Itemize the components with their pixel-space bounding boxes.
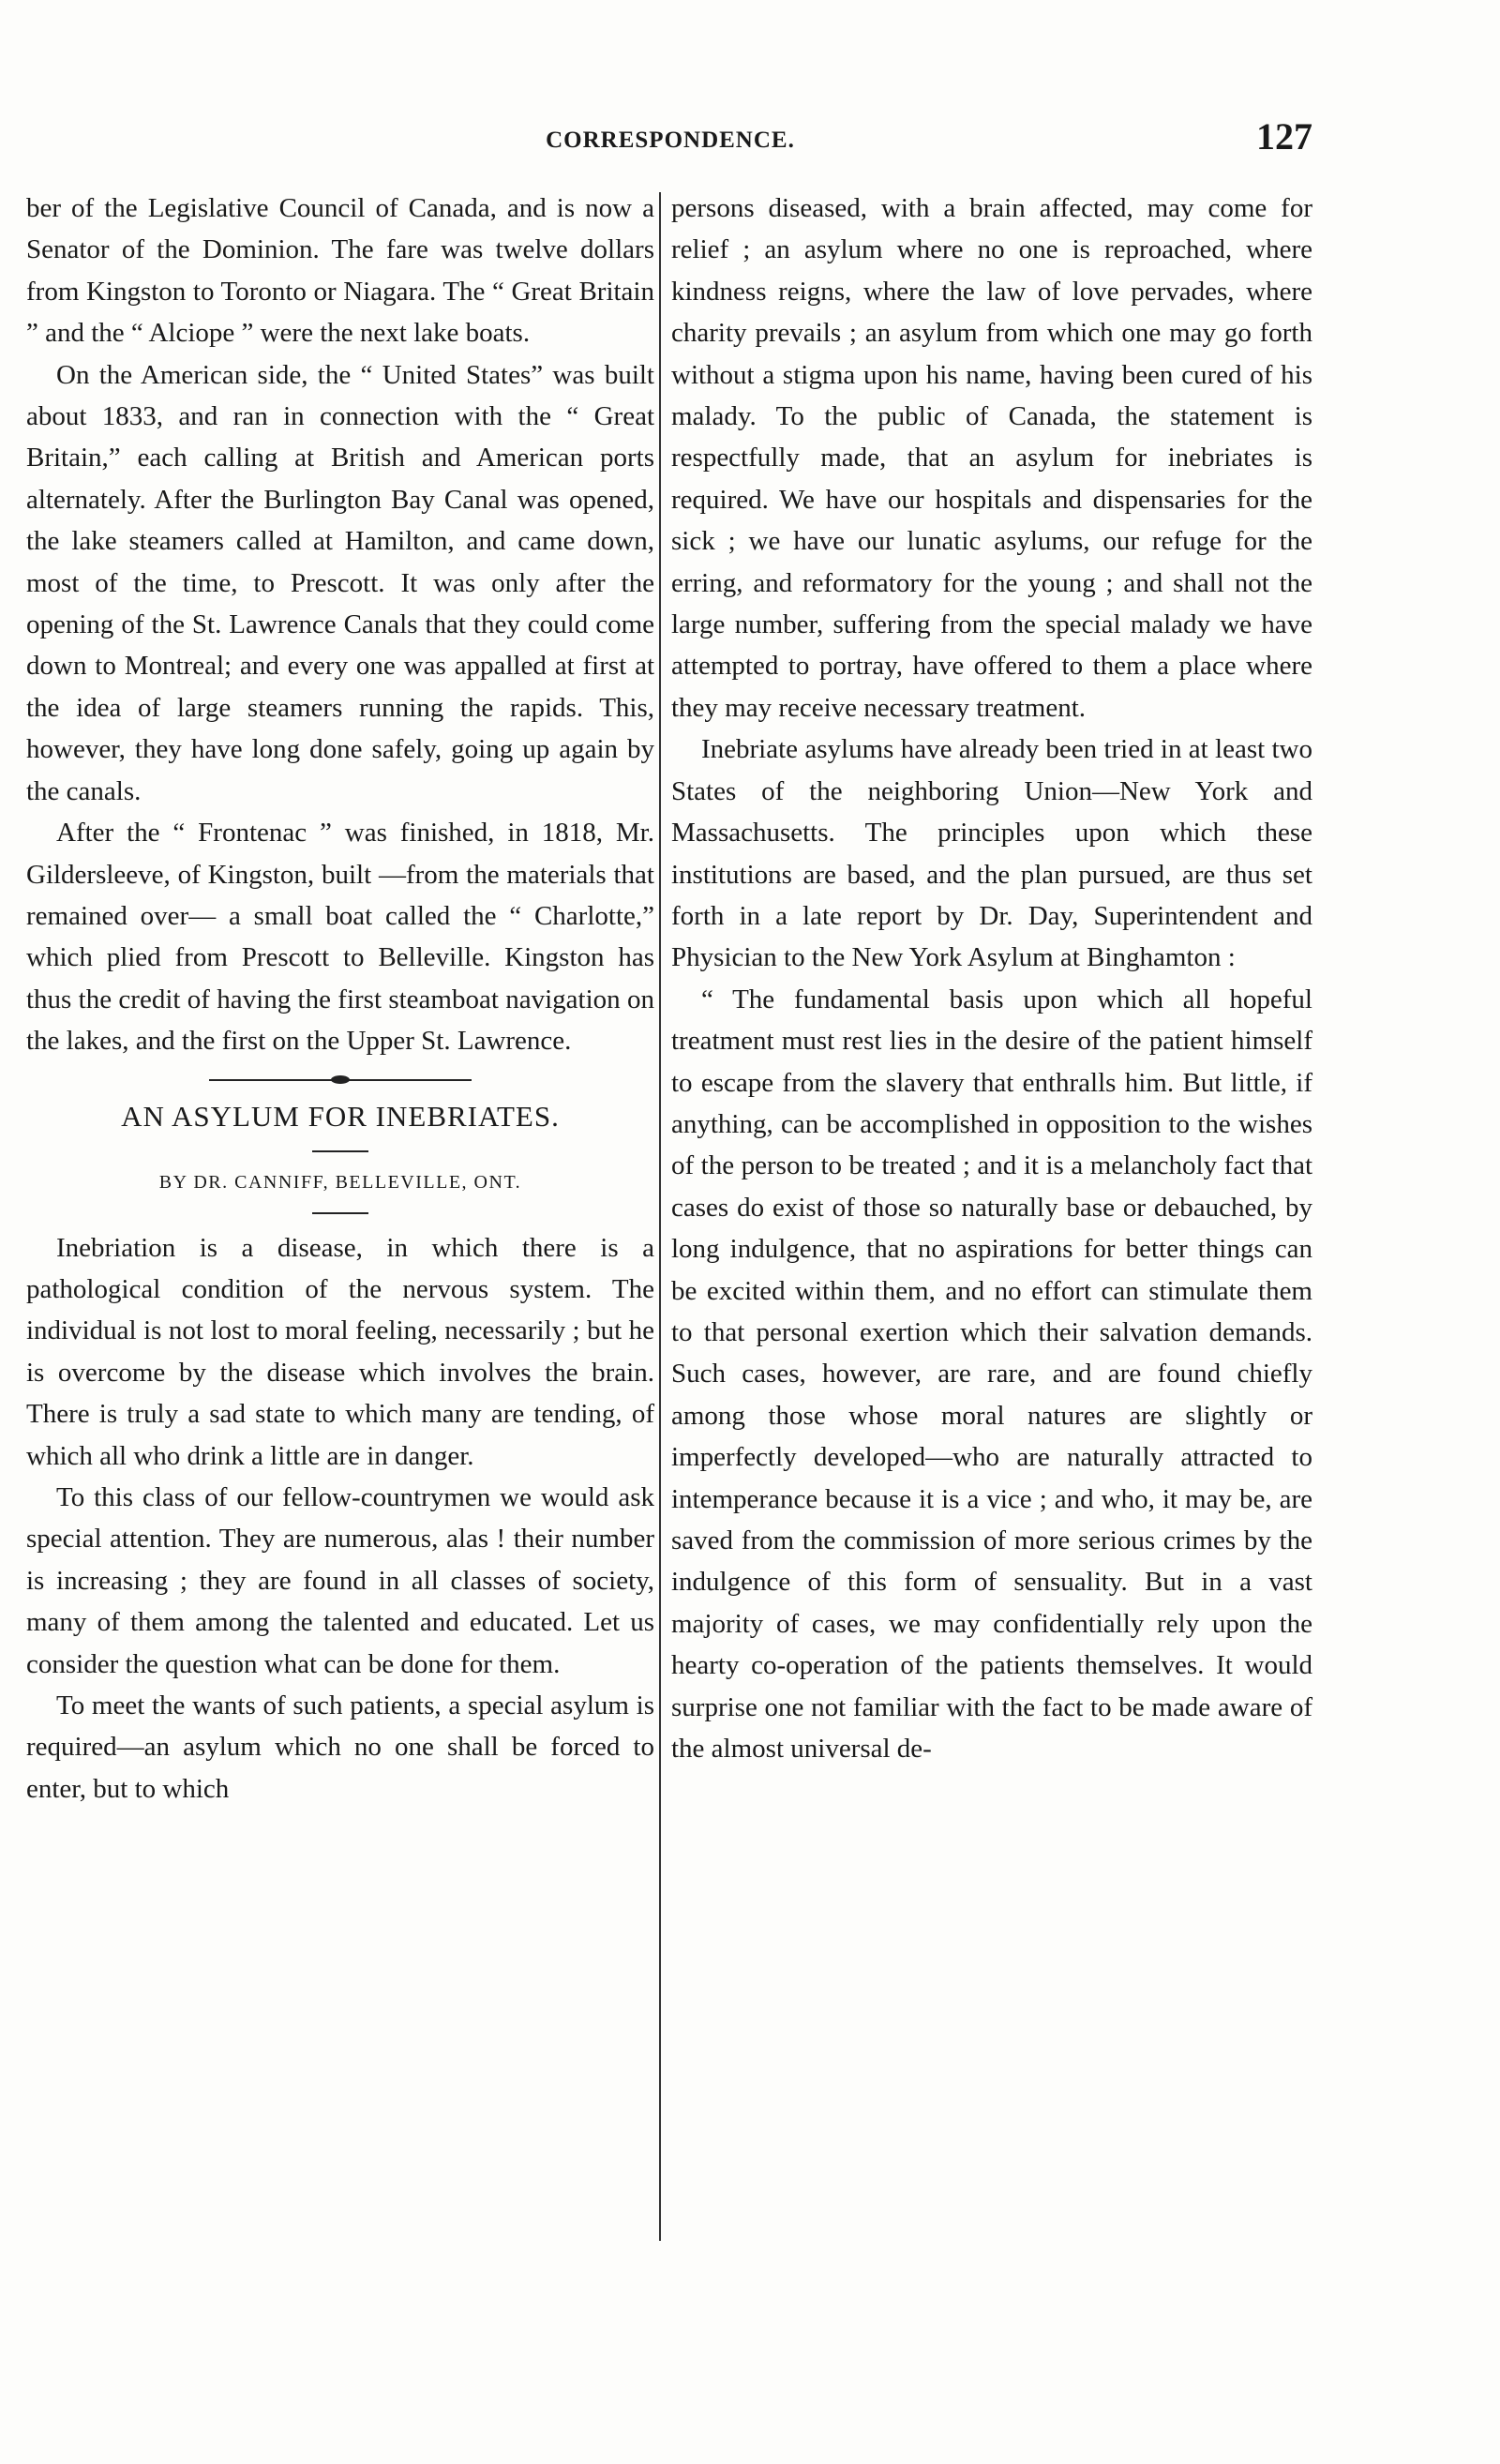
- page-number: 127: [1256, 115, 1312, 158]
- paragraph: persons diseased, with a brain affected, may come for relief ; an asylum where no one is reproached, where kindness reigns, where the law of love pervades, where charity prevails ; an asylum from which one may go forth without a stigma upon his name, having been cured of his malady. To the public of Canada, the statement is respectfully made, that an asylum for inebriates is required. We have our hospitals and dispensaries for the sick ; we have our lunatic asylums, our refuge for the erring, and reformatory for the young ; and shall not the large number, suffering from the special malady we have attempted to portray, have offered to them a place where they may receive necessary treatment.: [671, 193, 1312, 723]
- page-header: [28, 115, 1312, 167]
- divider-ornament: [331, 1075, 350, 1084]
- paragraph: ber of the Legislative Council of Canada, and is now a Senator of the Dominion. The fare was twelve dollars from Kingston to Toronto or Niagara. The “ Great Britain ” and the “ Alciope ” were the next lake boats.: [26, 193, 654, 349]
- title-rule: [312, 1150, 368, 1152]
- paragraph: After the “ Frontenac ” was finished, in 1818, Mr. Gildersleeve, of Kingston, built —from the materials that remained over— a small boat called the “ Charlotte,” which plied from Prescott to Belleville. Kingston has thus the credit of having the first steamboat navigation on the lakes, and the first on the Upper St. Lawrence.: [26, 818, 654, 1057]
- article-title: AN ASYLUM FOR INEBRIATES.: [121, 1099, 560, 1133]
- byline: BY DR. CANNIFF, BELLEVILLE, ONT.: [158, 1171, 522, 1193]
- running-head: CORRESPONDENCE.: [546, 128, 795, 153]
- byline-rule: [312, 1212, 368, 1214]
- paragraph: Inebriation is a disease, in which there is a pathological condition of the nervous system. The individual is not lost to moral feeling, necessarily ; but he is overcome by the disease which involves the brain. There is truly a sad state to which many are tending, of which all who drink a little are in danger.: [26, 1232, 654, 1471]
- paragraph: On the American side, the “ United States” was built about 1833, and ran in connection with the “ Great Britain,” each calling at British and American ports alternately. After the Burlington Bay Canal was opened, the lake steamers called at Hamilton, and came down, most of the time, to Prescott. It was only after the opening of the St. Lawrence Canals that they could come down to Montreal; and every one was appalled at first at the idea of large steamers running the rapids. This, however, they have long done safely, going up again by the canals.: [26, 359, 654, 806]
- section-divider: [209, 1079, 472, 1081]
- paragraph: To meet the wants of such patients, a special asylum is required—an asylum which no one shall be forced to enter, but to which: [26, 1690, 654, 1804]
- paragraph: Inebriate asylums have already been tried in at least two States of the neighboring Union—New York and Massachusetts. The principles upon which these institutions are based, and the plan pursued, are thus set forth in a late report by Dr. Day, Superintendent and Physician to the New York Asylum at Binghamton :: [671, 734, 1312, 973]
- column-divider-rule: [659, 192, 661, 2241]
- paragraph: To this class of our fellow-countrymen we would ask special attention. They are numerous, alas ! their number is increasing ; they are found in all classes of society, many of them among the talented and educated. Let us consider the question what can be done for them.: [26, 1481, 654, 1679]
- right-column: [671, 188, 1312, 1769]
- left-column: [26, 188, 654, 1810]
- paragraph: “ The fundamental basis upon which all hopeful treatment must rest lies in the desire of the patient himself to escape from the slavery that enthralls him. But little, if anything, can be accomplished in opposition to the wishes of the person to be treated ; and it is a melancholy fact that cases do exist of those so naturally base or debauched, by long indulgence, that no aspirations for better things can be excited within them, and no effort can stimulate them to that personal exertion which their salvation demands. Such cases, however, are rare, and are found chiefly among those whose moral natures are slightly or imperfectly developed—who are naturally attracted to intemperance because it is a vice ; and who, it may be, are saved from the commission of more serious crimes by the indulgence of this form of sensuality. But in a vast majority of cases, we may confidentially rely upon the hearty co-operation of the patients themselves. It would surprise one not familiar with the fact to be made aware of the almost universal de-: [671, 984, 1312, 1765]
